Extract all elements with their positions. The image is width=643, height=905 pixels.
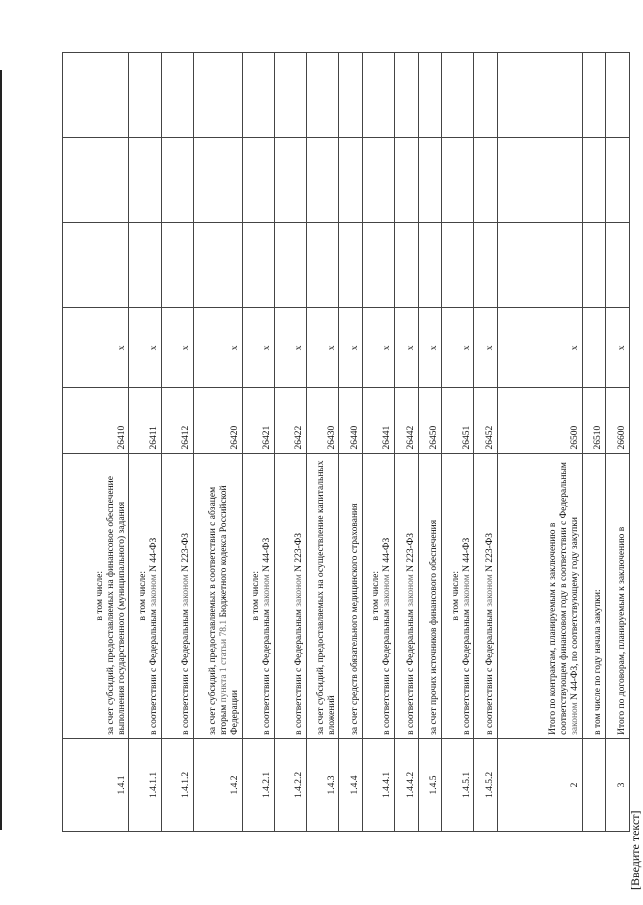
row-number: 1.4.4: [339, 738, 363, 831]
empty-value-cell: [339, 53, 363, 138]
table-row: [129, 53, 161, 832]
empty-value-cell: [606, 53, 630, 138]
empty-value-cell: [275, 223, 307, 308]
description-text: за счет субсидий, предоставляемых в соответствии с абзацем вторым: [208, 486, 230, 735]
row-subheading: в том числе:: [251, 570, 262, 621]
row-code: 26510: [582, 388, 606, 453]
row-description: [63, 453, 129, 738]
description-text: в том числе по году начала закупки:: [593, 589, 604, 735]
row-description: [307, 453, 339, 738]
row-description: [243, 453, 275, 738]
row-number: 1.4.2.1: [243, 738, 275, 831]
report-table: [62, 52, 630, 832]
row-number: 1.4.4.1: [363, 738, 395, 831]
table-row: [582, 53, 606, 832]
table-row: [442, 53, 474, 832]
empty-value-cell: [363, 53, 395, 138]
empty-value-cell: [395, 223, 419, 308]
description-text: N 44-ФЗ: [382, 537, 393, 575]
row-mark: x: [193, 308, 242, 388]
empty-value-cell: [243, 223, 275, 308]
row-code: 26451: [442, 388, 474, 453]
empty-value-cell: [606, 138, 630, 223]
row-number: 1.4.1.2: [161, 738, 193, 831]
row-mark: x: [275, 308, 307, 388]
empty-value-cell: [582, 53, 606, 138]
empty-value-cell: [129, 53, 161, 138]
row-mark: x: [129, 308, 161, 388]
description-text: в соответствии с Федеральным: [405, 606, 416, 735]
row-code: 26442: [395, 388, 419, 453]
row-code: 26450: [418, 388, 442, 453]
row-description: [193, 453, 242, 738]
empty-value-cell: [418, 138, 442, 223]
empty-value-cell: [498, 53, 583, 138]
empty-value-cell: [363, 223, 395, 308]
row-mark: x: [395, 308, 419, 388]
empty-value-cell: [606, 223, 630, 308]
table-row: [243, 53, 275, 832]
description-text: N 223-ФЗ: [485, 532, 496, 575]
row-subheading: в том числе:: [94, 570, 105, 621]
description-text: N 223-ФЗ: [180, 532, 191, 575]
row-mark: x: [339, 308, 363, 388]
row-subheading: в том числе:: [371, 570, 382, 621]
row-description: [339, 453, 363, 738]
legal-reference-link[interactable]: пункта 1 статьи 78.1: [219, 619, 230, 703]
left-margin-rule: [0, 70, 2, 830]
empty-value-cell: [395, 53, 419, 138]
legal-reference-link[interactable]: законом: [569, 702, 580, 735]
row-code: 26441: [363, 388, 395, 453]
description-text: в соответствии с Федеральным: [262, 606, 273, 735]
description-text: в соответствии с Федеральным: [485, 606, 496, 735]
row-code: 26430: [307, 388, 339, 453]
empty-value-cell: [63, 53, 129, 138]
empty-value-cell: [582, 223, 606, 308]
empty-value-cell: [442, 223, 474, 308]
row-subheading: в том числе:: [137, 570, 148, 621]
row-description: [442, 453, 474, 738]
legal-reference-link[interactable]: законом: [180, 574, 191, 607]
description-text: N 44-ФЗ: [262, 537, 273, 575]
empty-value-cell: [129, 138, 161, 223]
legal-reference-link[interactable]: законом: [262, 574, 273, 607]
table-row: [498, 53, 583, 832]
row-number: 1.4.1: [63, 738, 129, 831]
empty-value-cell: [498, 223, 583, 308]
row-number: 1.4.2.2: [275, 738, 307, 831]
row-mark: x: [363, 308, 395, 388]
legal-reference-link[interactable]: законом: [461, 574, 472, 607]
table-row: [307, 53, 339, 832]
empty-value-cell: [498, 138, 583, 223]
empty-value-cell: [339, 223, 363, 308]
row-number: 1.4.4.2: [395, 738, 419, 831]
empty-value-cell: [193, 138, 242, 223]
empty-value-cell: [418, 223, 442, 308]
row-number: 1.4.5.1: [442, 738, 474, 831]
description-text: Итого по договорам, планируемым к заключению в: [617, 526, 628, 735]
row-number: 2: [498, 738, 583, 831]
empty-value-cell: [161, 223, 193, 308]
table-row: [161, 53, 193, 832]
description-text: в соответствии с Федеральным: [294, 606, 305, 735]
row-mark: x: [474, 308, 498, 388]
empty-value-cell: [193, 223, 242, 308]
empty-value-cell: [395, 138, 419, 223]
row-description: [161, 453, 193, 738]
empty-value-cell: [63, 223, 129, 308]
empty-value-cell: [582, 138, 606, 223]
empty-value-cell: [307, 138, 339, 223]
row-mark: x: [161, 308, 193, 388]
description-text: в соответствии с Федеральным: [461, 606, 472, 735]
empty-value-cell: [474, 53, 498, 138]
row-code: 26600: [606, 388, 630, 453]
empty-value-cell: [193, 53, 242, 138]
row-description: [606, 453, 630, 738]
empty-value-cell: [63, 138, 129, 223]
row-number: 1.4.3: [307, 738, 339, 831]
row-code: 26421: [243, 388, 275, 453]
row-mark: x: [418, 308, 442, 388]
table-row: [606, 53, 630, 832]
empty-value-cell: [161, 53, 193, 138]
row-code: 26420: [193, 388, 242, 453]
empty-value-cell: [243, 53, 275, 138]
footer-placeholder-text: [Введите текст]: [628, 810, 642, 890]
row-number: [582, 738, 606, 831]
row-description: [275, 453, 307, 738]
row-description: [498, 453, 583, 738]
description-text: N 44-ФЗ, по соответствующему году закупки: [569, 517, 580, 703]
empty-value-cell: [474, 138, 498, 223]
description-text: Бюджетного кодекса Российской Федерации: [219, 485, 241, 735]
description-text: в соответствии с Федеральным: [180, 606, 191, 735]
empty-value-cell: [418, 53, 442, 138]
empty-value-cell: [275, 53, 307, 138]
row-subheading: в том числе:: [450, 570, 461, 621]
row-code: 26500: [498, 388, 583, 453]
row-number: 1.4.2: [193, 738, 242, 831]
empty-value-cell: [339, 138, 363, 223]
row-mark: x: [442, 308, 474, 388]
row-mark: [582, 308, 606, 388]
legal-reference-link[interactable]: законом: [405, 574, 416, 607]
description-text: Итого по контрактам, планируемым к заключению в соответствующем финансовом году в соответствии с Федеральным: [547, 462, 569, 735]
row-code: 26412: [161, 388, 193, 453]
row-code: 26410: [63, 388, 129, 453]
table-row: [418, 53, 442, 832]
empty-value-cell: [307, 53, 339, 138]
report-table-body: [63, 53, 630, 832]
legal-reference-link[interactable]: законом: [294, 574, 305, 607]
description-text: N 44-ФЗ: [461, 537, 472, 575]
table-row: [395, 53, 419, 832]
row-mark: x: [63, 308, 129, 388]
description-text: N 223-ФЗ: [405, 532, 416, 575]
row-number: 1.4.1.1: [129, 738, 161, 831]
row-description: [582, 453, 606, 738]
description-text: N 44-ФЗ: [148, 537, 159, 575]
row-code: 26422: [275, 388, 307, 453]
row-number: 3: [606, 738, 630, 831]
row-mark: x: [606, 308, 630, 388]
description-text: в соответствии с Федеральным: [148, 606, 159, 735]
legal-reference-link[interactable]: законом: [148, 574, 159, 607]
description-text: за счет субсидий, предоставляемых на осуществление капитальных вложений: [315, 460, 337, 735]
empty-value-cell: [275, 138, 307, 223]
legal-reference-link[interactable]: законом: [382, 574, 393, 607]
row-description: [418, 453, 442, 738]
empty-value-cell: [129, 223, 161, 308]
row-code: 26411: [129, 388, 161, 453]
row-number: 1.4.5.2: [474, 738, 498, 831]
description-text: за счет средств обязательного медицинского страхования: [350, 503, 361, 735]
empty-value-cell: [161, 138, 193, 223]
row-number: 1.4.5: [418, 738, 442, 831]
table-row: [63, 53, 129, 832]
row-mark: x: [243, 308, 275, 388]
row-mark: x: [498, 308, 583, 388]
rotated-table-wrapper: [62, 52, 630, 832]
row-code: 26452: [474, 388, 498, 453]
row-description: [363, 453, 395, 738]
row-description: [474, 453, 498, 738]
table-row: [275, 53, 307, 832]
table-row: [193, 53, 242, 832]
empty-value-cell: [474, 223, 498, 308]
description-text: в соответствии с Федеральным: [382, 606, 393, 735]
row-description: [395, 453, 419, 738]
row-code: 26440: [339, 388, 363, 453]
row-description: [129, 453, 161, 738]
empty-value-cell: [243, 138, 275, 223]
empty-value-cell: [307, 223, 339, 308]
row-mark: x: [307, 308, 339, 388]
empty-value-cell: [442, 53, 474, 138]
table-row: [474, 53, 498, 832]
table-row: [339, 53, 363, 832]
description-text: за счет субсидий, предоставляемых на финансовое обеспечение выполнения государственного (муниципального) задания: [105, 476, 127, 735]
description-text: за счет прочих источников финансового обеспечения: [429, 519, 440, 735]
description-text: N 223-ФЗ: [294, 532, 305, 575]
empty-value-cell: [363, 138, 395, 223]
empty-value-cell: [442, 138, 474, 223]
legal-reference-link[interactable]: законом: [485, 574, 496, 607]
table-row: [363, 53, 395, 832]
